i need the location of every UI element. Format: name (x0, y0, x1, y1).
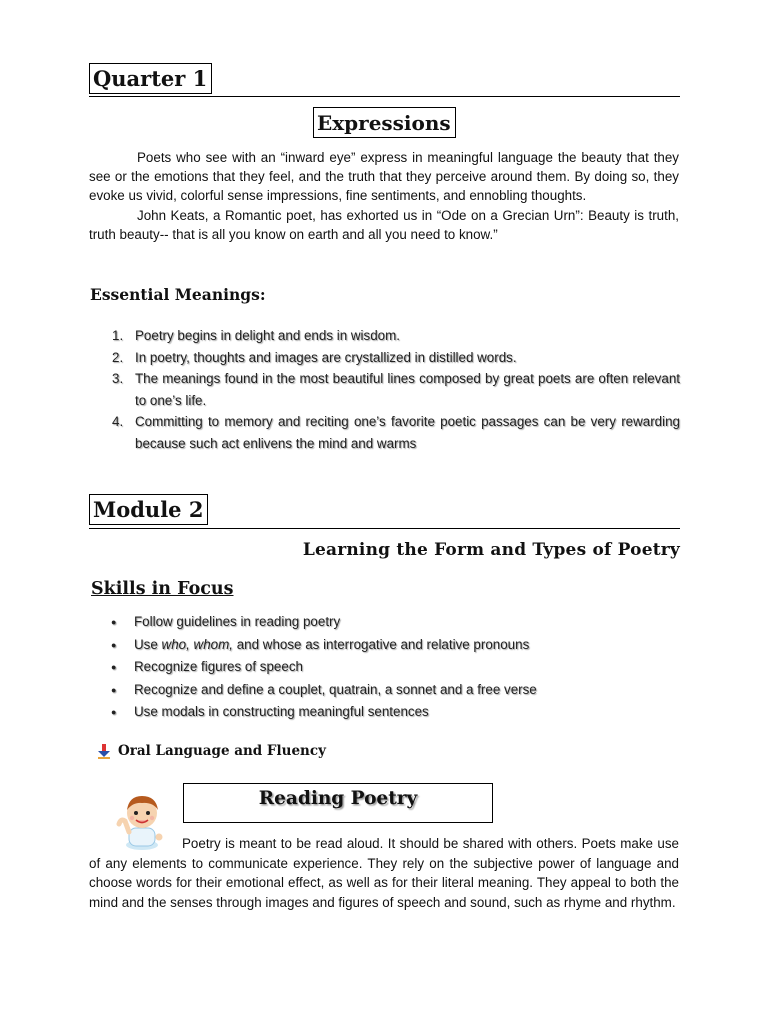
expressions-paragraph: Poets who see with an “inward eye” express in meaningful language the beauty that they see or the emotions that they feel, and the truth that they perceive around them. By doing so, they evoke us vivid, colorful sense impressions, fine sentiments, and ennobling thoughts. (89, 150, 679, 204)
list-text: Committing to memory and reciting one’s favorite poetic passages can be very rewarding because such act enlivens the mind and warms (135, 414, 680, 451)
list-number: 2. (112, 349, 124, 365)
list-text-pre: Use (134, 636, 162, 652)
list-text: Use modals in constructing meaningful sentences (134, 704, 429, 720)
expressions-text (89, 148, 679, 244)
list-text-post: and whose as interrogative and relative pronouns (233, 636, 530, 652)
list-text: The meanings found in the most beautiful lines composed by great poets are often relevant to one’s life. (135, 371, 680, 408)
list-item (111, 701, 671, 724)
essential-heading: Essential Meanings: (90, 285, 266, 304)
module-heading: Module 2 (89, 494, 208, 525)
list-text (134, 634, 529, 657)
bullet-icon: ● (111, 662, 117, 673)
list-item (112, 347, 680, 369)
list-text: In poetry, thoughts and images are crystallized in distilled words. (135, 349, 517, 365)
list-item (111, 634, 671, 657)
oral-heading: Oral Language and Fluency (118, 743, 326, 759)
skills-heading: Skills in Focus (91, 579, 234, 599)
list-number: 3. (112, 371, 124, 386)
bullet-icon: ● (111, 707, 117, 718)
divider (89, 96, 680, 97)
list-number: 1. (112, 328, 124, 343)
list-item (112, 368, 680, 411)
expressions-title: Expressions (313, 107, 456, 138)
reading-title: Reading Poetry (258, 788, 418, 809)
expressions-paragraph: John Keats, a Romantic poet, has exhorted us in “Ode on a Grecian Urn”: Beauty is truth, truth beauty-- that is all you know on earth and all you need to know.” (89, 207, 679, 242)
bullet-icon: ● (111, 617, 117, 627)
list-text: Poetry begins in delight and ends in wisdom. (135, 328, 400, 343)
list-text-emphasis: who, whom, (161, 636, 233, 652)
list-item (111, 679, 671, 702)
list-item (111, 656, 671, 679)
reading-text (89, 834, 679, 912)
list-text: Follow guidelines in reading poetry (134, 614, 341, 629)
list-item (111, 611, 671, 634)
list-number: 4. (112, 414, 124, 429)
divider (89, 528, 680, 529)
section-title: Learning the Form and Types of Poetry (302, 540, 680, 560)
bullet-icon: ● (111, 684, 117, 695)
list-item (112, 411, 680, 454)
reading-paragraph: Poetry is meant to be read aloud. It should be shared with others. Poets make use of any elements to communicate experience. They rely on the subjective power of language and choose words for their emotional effect, as well as for their literal meaning. They appeal to both the mind and the senses through images and figures of speech and sound, such as rhyme and rhythm. (89, 836, 679, 910)
list-text: Recognize and define a couplet, quatrain, a sonnet and a free verse (134, 681, 537, 697)
essential-list (112, 325, 680, 454)
quarter-heading: Quarter 1 (89, 63, 212, 94)
list-text: Recognize figures of speech (134, 659, 303, 675)
skills-list (111, 611, 671, 724)
oral-heading-row (97, 743, 326, 759)
list-item (112, 325, 680, 347)
down-arrow-icon (97, 743, 111, 759)
bullet-icon: ● (111, 639, 117, 650)
